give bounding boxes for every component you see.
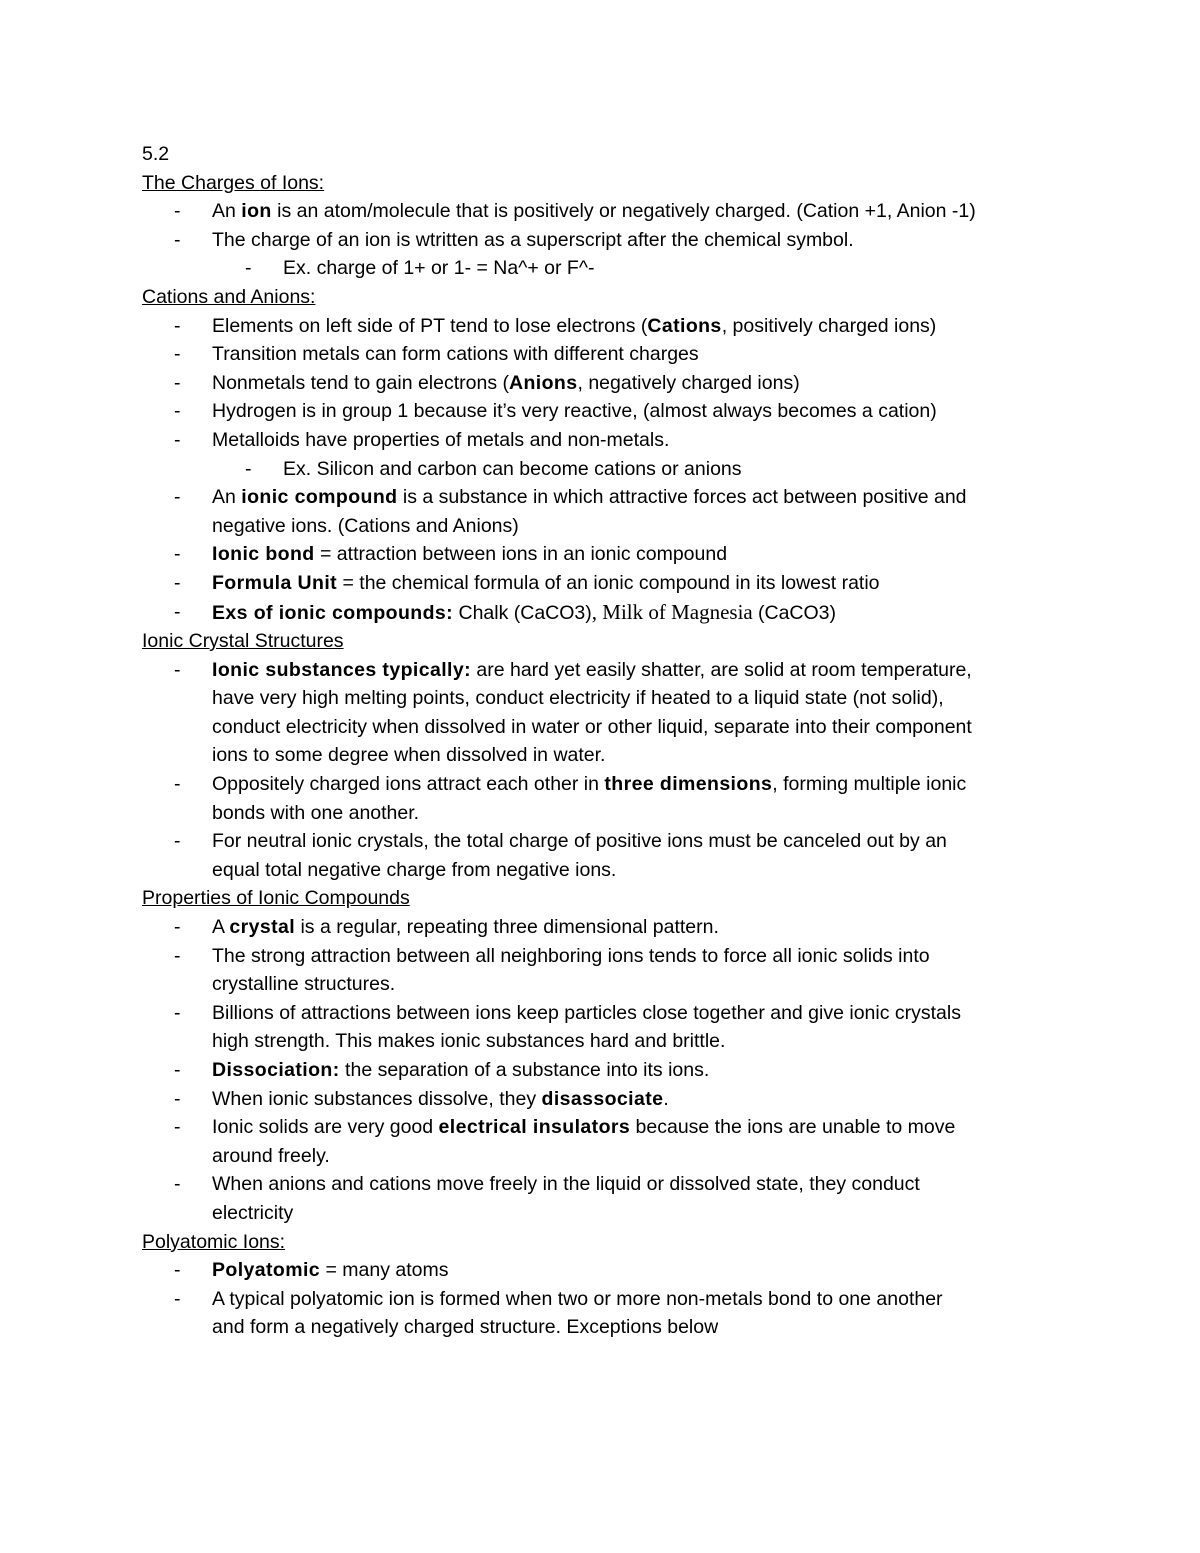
- bullet-dash-icon: -: [174, 1059, 181, 1081]
- text-run: Billions of attractions between ions keep particles close together and give ionic crystals: [212, 1001, 961, 1024]
- bullet-text: [212, 716, 972, 738]
- bold-term: Anions: [509, 371, 578, 394]
- bullet-item: [142, 1199, 1082, 1228]
- bold-term: Polyatomic: [212, 1259, 321, 1282]
- section-heading: Properties of Ionic Compounds: [142, 887, 410, 910]
- bullet-item: [142, 1313, 1082, 1342]
- bold-term: Ionic substances typically:: [212, 658, 471, 681]
- text-run: Ex. charge of 1+ or 1- = Na^+ or F^-: [283, 257, 595, 280]
- text-run: A typical polyatomic ion is formed when two or more non-metals bond to one another: [212, 1287, 943, 1310]
- bullet-text: [212, 687, 944, 709]
- bold-term: three dimensions: [604, 773, 773, 796]
- section-heading: Cations and Anions:: [142, 285, 316, 308]
- text-run: When anions and cations move freely in the liquid or dissolved state, they conduct: [212, 1173, 920, 1196]
- bullet-item: [142, 426, 1082, 455]
- text-run: are hard yet easily shatter, are solid at room temperature,: [470, 658, 972, 681]
- bullet-item: [142, 483, 1082, 512]
- bullet-dash-icon: -: [174, 773, 181, 796]
- bullet-text: [212, 802, 419, 824]
- bullet-dash-icon: -: [174, 571, 181, 594]
- text-run: around freely.: [212, 1144, 330, 1167]
- bullet-text: [212, 773, 966, 795]
- text-run: have very high melting points, conduct electricity if heated to a liquid state (not solid),: [212, 687, 944, 710]
- bullet-text: [212, 486, 967, 508]
- text-run: ions to some degree when dissolved in water.: [212, 744, 606, 767]
- bullet-item: [142, 397, 1082, 426]
- bold-term: Dissociation:: [212, 1059, 340, 1081]
- text-run: An: [212, 200, 242, 223]
- bullet-text: [212, 1059, 709, 1081]
- text-run: , negatively charged ions): [577, 371, 800, 394]
- bullet-text: [212, 400, 937, 422]
- bold-term: disassociate: [541, 1087, 664, 1110]
- bullet-item: [142, 970, 1082, 999]
- bullet-dash-icon: -: [174, 658, 181, 681]
- bullet-item: [142, 799, 1082, 828]
- bullet-text: [212, 1030, 725, 1052]
- text-run: Ionic solids are very good: [212, 1116, 439, 1139]
- bullet-dash-icon: -: [174, 1116, 181, 1139]
- text-run: high strength. This makes ionic substances hard and brittle.: [212, 1030, 726, 1053]
- bullet-text: [212, 1288, 943, 1310]
- bullet-text: [212, 1173, 920, 1195]
- document-page: [142, 140, 1082, 1342]
- bullet-item: [142, 1256, 1082, 1285]
- bullet-dash-icon: -: [174, 400, 181, 423]
- text-run: Hydrogen is in group 1 because it’s very reactive, (almost always becomes a cation): [212, 400, 937, 423]
- bullet-dash-icon: -: [174, 830, 181, 853]
- text-run: conduct electricity when dissolved in water or other liquid, separate into their component: [212, 715, 972, 738]
- bullet-dash-icon: -: [174, 1287, 181, 1310]
- bold-term: Exs of ionic compounds:: [212, 601, 454, 624]
- text-run: The strong attraction between all neighboring ions tends to force all ionic solids into: [212, 944, 930, 967]
- bullet-item: [142, 540, 1082, 569]
- text-run: A: [212, 916, 230, 939]
- sub-bullet-item: [142, 455, 1082, 484]
- text-run: Transition metals can form cations with different charges: [212, 343, 699, 366]
- bullet-text: [212, 543, 727, 565]
- section-heading: Ionic Crystal Structures: [142, 630, 344, 653]
- text-run: (CaCO3): [758, 601, 837, 624]
- text-run: The charge of an ion is wtritten as a superscript after the chemical symbol.: [212, 228, 854, 251]
- bullet-text: [212, 315, 936, 337]
- text-run: is a substance in which attractive forces act between positive and: [397, 486, 967, 509]
- bullet-dash-icon: -: [174, 200, 181, 223]
- bullet-text: [212, 916, 719, 938]
- bullet-text: [212, 229, 854, 251]
- bullet-dash-icon: -: [174, 486, 181, 509]
- text-run: , Milk of Magnesia: [591, 599, 758, 624]
- bullet-text: [212, 372, 800, 394]
- bullet-item: [142, 512, 1082, 541]
- bullet-dash-icon: -: [245, 257, 252, 280]
- bullet-text: [212, 1202, 293, 1224]
- bullet-text: [212, 859, 616, 881]
- bullet-item: [142, 827, 1082, 856]
- bullet-item: [142, 369, 1082, 398]
- text-run: = many atoms: [320, 1259, 449, 1282]
- bullet-text: [212, 945, 930, 967]
- bullet-text: [212, 343, 699, 365]
- bullet-item: [142, 999, 1082, 1028]
- bullet-item: [142, 1113, 1082, 1142]
- section-number: 5.2: [142, 143, 170, 165]
- section-heading: The Charges of Ions:: [142, 171, 325, 194]
- bullet-item: [142, 656, 1082, 685]
- bold-term: electrical insulators: [438, 1116, 631, 1139]
- bullet-text: [212, 973, 395, 995]
- bullet-text: [212, 429, 669, 451]
- bullet-item: [142, 312, 1082, 341]
- bullet-item: [142, 713, 1082, 742]
- bullet-text: [212, 572, 880, 594]
- bullet-item: [142, 1170, 1082, 1199]
- bullet-item: [142, 913, 1082, 942]
- text-run: is a regular, repeating three dimensional pattern.: [295, 916, 719, 939]
- bullet-dash-icon: -: [174, 916, 181, 939]
- bold-term: Ionic bond: [212, 543, 315, 566]
- bullet-text: [212, 1145, 330, 1167]
- text-run: is an atom/molecule that is positively or negatively charged. (Cation +1, Anion -1): [271, 200, 976, 223]
- bullet-item: [142, 1285, 1082, 1314]
- text-run: For neutral ionic crystals, the total charge of positive ions must be canceled out by an: [212, 830, 947, 853]
- bullet-text: [212, 744, 605, 766]
- bullet-item: [142, 856, 1082, 885]
- bullet-item: [142, 226, 1082, 255]
- bullet-dash-icon: -: [174, 314, 181, 337]
- text-run: Chalk (CaCO3): [453, 601, 592, 624]
- bullet-text: [212, 830, 947, 852]
- bullet-dash-icon: -: [174, 1259, 181, 1282]
- bullet-text: [212, 1002, 961, 1024]
- bullet-item: [142, 942, 1082, 971]
- bold-term: crystal: [229, 916, 296, 939]
- section-heading: Polyatomic Ions:: [142, 1230, 286, 1253]
- bullet-text: [283, 257, 594, 279]
- bullet-dash-icon: -: [174, 371, 181, 394]
- text-run: negative ions. (Cations and Anions): [212, 514, 519, 537]
- bullet-dash-icon: -: [174, 1001, 181, 1024]
- text-run: Nonmetals tend to gain electrons (: [212, 371, 509, 394]
- sub-bullet-item: [142, 254, 1082, 283]
- bullet-text: [212, 1116, 955, 1138]
- text-run: electricity: [212, 1201, 294, 1224]
- text-run: When ionic substances dissolve, they: [212, 1087, 542, 1110]
- text-run: = the chemical formula of an ionic compound in its lowest ratio: [337, 571, 880, 594]
- text-run: because the ions are unable to move: [630, 1116, 956, 1139]
- bullet-dash-icon: -: [174, 543, 181, 566]
- bullet-item: [142, 684, 1082, 713]
- text-run: Oppositely charged ions attract each other in: [212, 773, 605, 796]
- bold-term: ion: [241, 200, 272, 223]
- bullet-text: [212, 1316, 718, 1338]
- bullet-item: [142, 340, 1082, 369]
- text-run: Metalloids have properties of metals and non-metals.: [212, 428, 670, 451]
- bullet-item: [142, 1142, 1082, 1171]
- bullet-dash-icon: -: [174, 228, 181, 251]
- bullet-text: [212, 1088, 669, 1110]
- bullet-text: [283, 458, 742, 480]
- bullet-dash-icon: -: [174, 1173, 181, 1196]
- bullet-text: [212, 515, 519, 537]
- bold-term: ionic compound: [241, 486, 398, 509]
- notes-body: [142, 169, 1082, 1342]
- bold-term: Formula Unit: [212, 571, 338, 594]
- bullet-item: [142, 569, 1082, 598]
- bullet-item: [142, 197, 1082, 226]
- bullet-text: [212, 200, 976, 222]
- bullet-dash-icon: -: [174, 944, 181, 967]
- text-run: equal total negative charge from negative ions.: [212, 858, 617, 881]
- bullet-item: [142, 1056, 1082, 1085]
- text-run: and form a negatively charged structure. Exceptions below: [212, 1316, 719, 1339]
- bullet-dash-icon: -: [245, 457, 252, 480]
- text-run: = attraction between ions in an ionic compound: [314, 543, 728, 566]
- text-run: Elements on left side of PT tend to lose electrons (: [212, 314, 648, 337]
- text-run: .: [663, 1087, 669, 1110]
- text-run: Ex. Silicon and carbon can become cations or anions: [283, 457, 742, 480]
- bullet-text: [212, 599, 837, 624]
- bullet-dash-icon: -: [174, 343, 181, 366]
- bullet-item: [142, 741, 1082, 770]
- text-run: bonds with one another.: [212, 801, 420, 824]
- bullet-dash-icon: -: [174, 1087, 181, 1110]
- text-run: crystalline structures.: [212, 973, 396, 996]
- text-run: , forming multiple ionic: [772, 773, 967, 796]
- bold-term: Cations: [647, 314, 722, 337]
- bullet-item: [142, 770, 1082, 799]
- bullet-item: [142, 1027, 1082, 1056]
- bullet-text: [212, 1259, 448, 1281]
- bullet-item: [142, 598, 1082, 628]
- bullet-dash-icon: -: [174, 428, 181, 451]
- bullet-dash-icon: -: [174, 600, 181, 623]
- bullet-text: [212, 659, 972, 681]
- text-run: the separation of a substance into its ions.: [339, 1059, 710, 1081]
- text-run: An: [212, 486, 242, 509]
- bullet-item: [142, 1085, 1082, 1114]
- text-run: , positively charged ions): [721, 314, 937, 337]
